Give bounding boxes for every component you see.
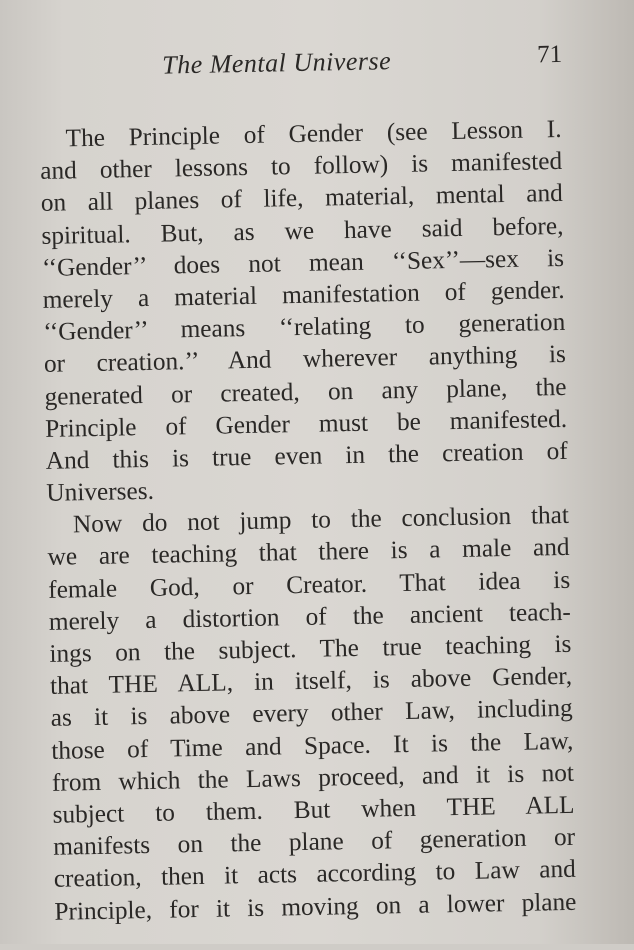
text-line: manifests on the plane of generation or (52, 822, 576, 861)
text-line: female God, or Creator. That idea is (47, 565, 571, 604)
body-text (39, 113, 576, 928)
text-line: ‘‘Gender’’ means ‘‘relating to generation (43, 308, 566, 347)
text-line: And this is true even in the creation of (45, 436, 568, 475)
paragraph-1 (39, 113, 568, 509)
text-line: as it is above every other Law, including (50, 694, 573, 733)
text-line: merely a material manifestation of gender. (42, 275, 565, 314)
text-line: we are teaching that there is a male and (47, 533, 570, 572)
text-line: The Principle of Gender (see Lesson I. (65, 114, 562, 153)
text-line: Principle of Gender must be manifested. (44, 404, 568, 443)
text-line: those of Time and Space. It is the Law, (51, 726, 574, 765)
text-line: ings on the subject. The true teaching is (49, 629, 572, 668)
page-number: 71 (536, 40, 563, 69)
text-line: and other lessons to follow) is manifested (39, 147, 563, 186)
text-line: merely a distortion of the ancient teach- (48, 597, 572, 636)
text-line: on all planes of life, material, mental and (40, 179, 564, 218)
text-line: creation, then it acts according to Law and (53, 855, 576, 894)
text-line: generated or created, on any plane, the (44, 372, 567, 411)
running-title: The Mental Universe (161, 46, 392, 80)
text-line: Now do not jump to the conclusion that (72, 501, 570, 539)
text-line: from which the Laws proceed, and it is not (51, 758, 575, 797)
text-line: Universes. (46, 476, 155, 507)
text-line: subject to them. But when THE ALL (52, 790, 575, 829)
text-line: spiritual. But, as we have said before, (41, 211, 564, 250)
text-line: Principle, for it is moving on a lower plane (54, 887, 577, 926)
text-line: that THE ALL, in itself, is above Gender, (49, 662, 573, 701)
text-line: ‘‘Gender’’ does not mean ‘‘Sex’’—sex is (41, 243, 565, 282)
paragraph-2 (47, 499, 577, 927)
running-head (32, 40, 563, 93)
text-line: or creation.’’ And wherever anything is (43, 340, 567, 379)
